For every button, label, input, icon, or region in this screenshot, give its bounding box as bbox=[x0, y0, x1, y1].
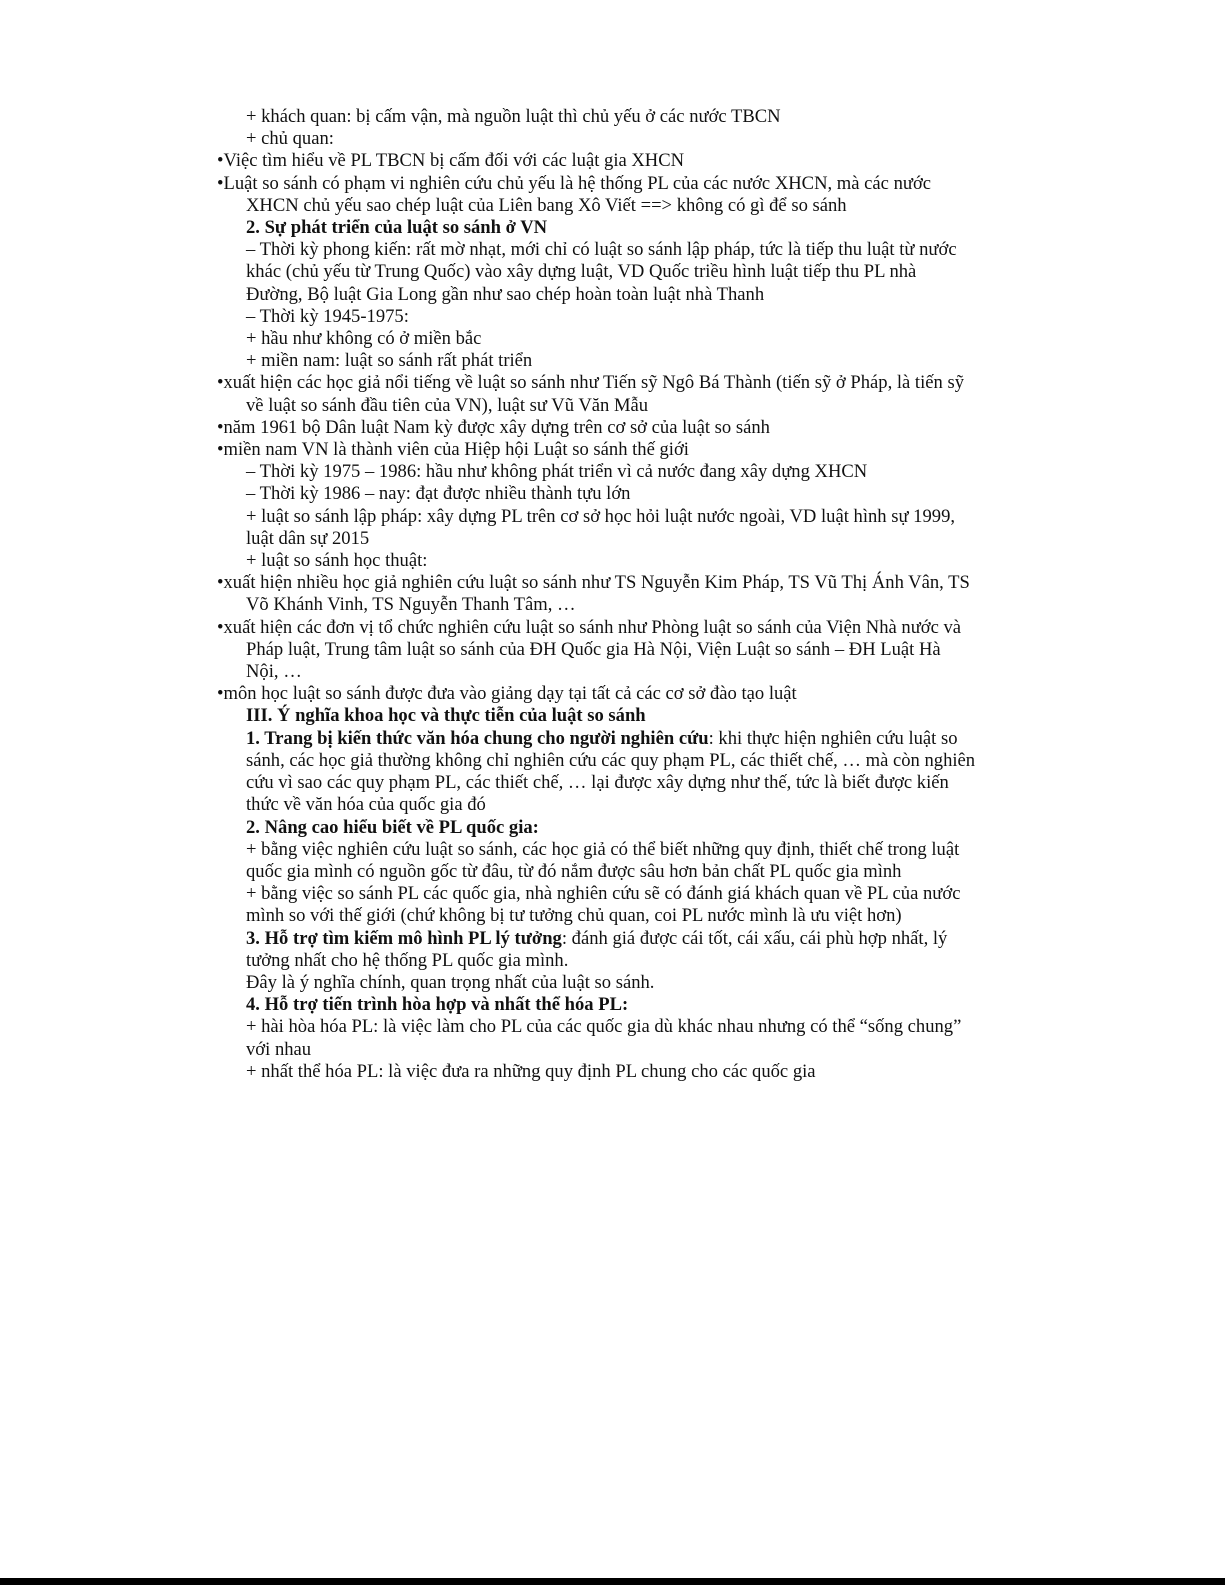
paragraph-heading: 1. Trang bị kiến thức văn hóa chung cho người nghiên cứu bbox=[246, 727, 709, 749]
page-bottom-border bbox=[0, 1578, 1225, 1585]
section-heading: III. Ý nghĩa khoa học và thực tiễn của luật so sánh bbox=[246, 705, 646, 727]
text-line: + nhất thể hóa PL: là việc đưa ra những quy định PL chung cho các quốc gia bbox=[246, 1060, 816, 1082]
text-line: + bằng việc nghiên cứu luật so sánh, các học giả có thể biết những quy định, thiết chế trong luật quốc gia mình có nguồn gốc từ đâu, từ đó nắm được sâu hơn bản chất PL quốc gia mình bbox=[246, 838, 960, 882]
text-line: + khách quan: bị cấm vận, mà nguồn luật thì chủ yếu ở các nước TBCN bbox=[246, 106, 781, 127]
bullet-item: •Việc tìm hiểu về PL TBCN bị cấm đối với các luật gia XHCN bbox=[217, 150, 685, 172]
text-line: + bằng việc so sánh PL các quốc gia, nhà nghiên cứu sẽ có đánh giá khách quan về PL của nước mình so với thế giới (chứ không bị tư tưởng chủ quan, coi PL nước mình là ưu việt hơn) bbox=[246, 883, 961, 927]
text-line: Đây là ý nghĩa chính, quan trọng nhất của luật so sánh. bbox=[246, 971, 655, 993]
text-line: – Thời kỳ 1975 – 1986: hầu như không phát triển vì cả nước đang xây dựng XHCN bbox=[246, 461, 868, 483]
bullet-item: •xuất hiện các học giả nổi tiếng về luật so sánh như Tiến sỹ Ngô Bá Thành (tiến sỹ ở Pháp, là tiến sỹ về luật so sánh đầu tiên của VN), luật sư Vũ Văn Mẫu bbox=[217, 372, 964, 416]
document-body bbox=[217, 106, 976, 1083]
bullet-item: •miền nam VN là thành viên của Hiệp hội Luật so sánh thế giới bbox=[217, 439, 689, 461]
bullet-item: •xuất hiện các đơn vị tổ chức nghiên cứu luật so sánh như Phòng luật so sánh của Viện Nhà nước và Pháp luật, Trung tâm luật so sánh của ĐH Quốc gia Hà Nội, Viện Luật so sánh – ĐH Luật Hà Nội, … bbox=[217, 616, 962, 683]
text-line: + luật so sánh lập pháp: xây dựng PL trên cơ sở học hỏi luật nước ngoài, VD luật hình sự 1999, luật dân sự 2015 bbox=[246, 505, 956, 549]
text-line: – Thời kỳ 1945-1975: bbox=[246, 305, 409, 327]
section-heading: 4. Hỗ trợ tiến trình hòa hợp và nhất thể hóa PL: bbox=[246, 994, 629, 1016]
text-line: + hầu như không có ở miền bắc bbox=[246, 328, 482, 350]
text-line: + miền nam: luật so sánh rất phát triển bbox=[246, 350, 533, 372]
text-line: + luật so sánh học thuật: bbox=[246, 550, 428, 572]
paragraph-text: : đánh giá được cái tốt, cái xấu, cái phù hợp nhất, lý tưởng nhất cho hệ thống PL quốc gia mình. bbox=[246, 927, 948, 971]
paragraph bbox=[246, 928, 976, 972]
text-line: + chủ quan: bbox=[246, 128, 334, 150]
paragraph bbox=[246, 728, 976, 817]
paragraph-text: : khi thực hiện nghiên cứu luật so sánh, các học giả thường không chỉ nghiên cứu các quy phạm PL, các thiết chế, … mà còn nghiên cứu vì sao các quy phạm PL, các thiết chế, … lại được xây dựng như thế, tức là biết được kiến thức về văn hóa của quốc gia đó bbox=[246, 727, 976, 816]
bullet-item: •xuất hiện nhiều học giả nghiên cứu luật so sánh như TS Nguyễn Kim Pháp, TS Vũ Thị Ánh Vân, TS Võ Khánh Vinh, TS Nguyễn Thanh Tâm, … bbox=[217, 572, 970, 616]
bullet-item: •Luật so sánh có phạm vi nghiên cứu chủ yếu là hệ thống PL của các nước XHCN, mà các nước XHCN chủ yếu sao chép luật của Liên bang Xô Viết ==> không có gì để so sánh bbox=[217, 172, 932, 216]
bullet-item: •năm 1961 bộ Dân luật Nam kỳ được xây dựng trên cơ sở của luật so sánh bbox=[217, 416, 770, 438]
bullet-item: •môn học luật so sánh được đưa vào giảng dạy tại tất cả các cơ sở đào tạo luật bbox=[217, 683, 797, 705]
paragraph-heading: 3. Hỗ trợ tìm kiếm mô hình PL lý tưởng bbox=[246, 927, 562, 949]
text-line: – Thời kỳ 1986 – nay: đạt được nhiều thành tựu lớn bbox=[246, 483, 631, 505]
text-line: – Thời kỳ phong kiến: rất mờ nhạt, mới chỉ có luật so sánh lập pháp, tức là tiếp thu luật từ nước khác (chủ yếu từ Trung Quốc) vào xây dựng luật, VD Quốc triều hình luật tiếp thu PL nhà Đường, Bộ luật Gia Long gần như sao chép hoàn toàn luật nhà Thanh bbox=[246, 239, 957, 305]
text-line: + hài hòa hóa PL: là việc làm cho PL của các quốc gia dù khác nhau nhưng có thể “sống chung” với nhau bbox=[246, 1016, 962, 1060]
section-heading: 2. Sự phát triển của luật so sánh ở VN bbox=[246, 217, 548, 239]
section-heading: 2. Nâng cao hiểu biết về PL quốc gia: bbox=[246, 816, 539, 838]
